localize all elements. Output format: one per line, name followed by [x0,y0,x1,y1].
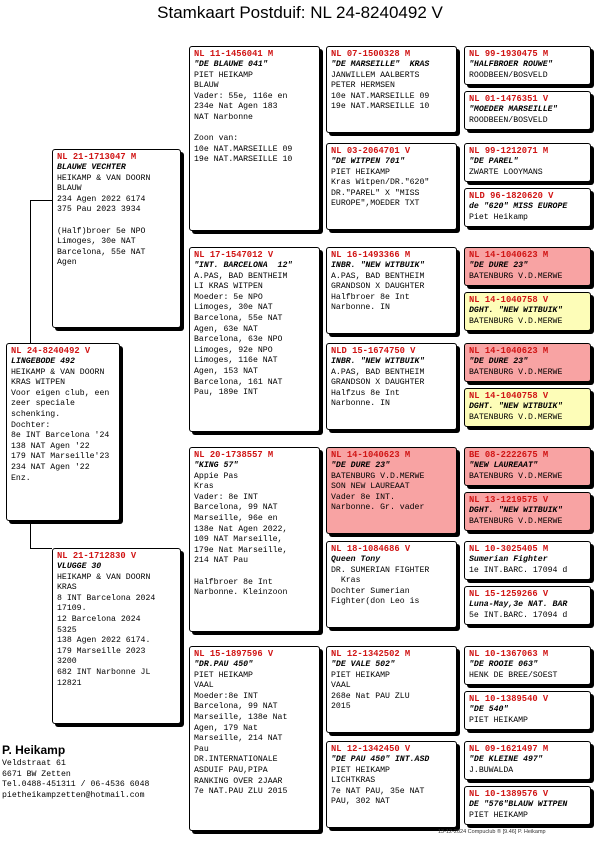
pigeon-info-line: Tel.0488-451311 / 06-4536 6048 [2,780,150,790]
pigeon-info-line: Barcelona, 55e NAT [194,313,283,323]
pigeon-info-line [194,567,315,578]
footer-stamp: 13-12-2024 Compuclub ® [9.46] P. Heikamp [438,829,546,835]
pigeon-info-line: KRAS [57,583,77,593]
pigeon-info-line: Limoges, 30e NAT [57,237,136,247]
ring-number: NL 10-1367063 M [469,649,549,659]
grandparent-card[interactable] [189,447,320,632]
pigeon-info-line: Narbonne. Gr. vader [331,503,425,513]
pigeon-name: Queen Tony [331,555,381,564]
pigeon-info-line: Vader: 55e, 116e en [194,91,288,101]
ring-number: NL 10-1389576 V [469,789,549,799]
grandparent-card[interactable] [189,46,320,231]
pigeon-info-line: LI KRAS WITPEN [194,282,263,292]
pigeon-info-line: 12821 [57,678,82,688]
ring-number: BE 08-2222675 M [469,450,549,460]
pigeon-name: LINGEBODE 492 [11,357,75,366]
pigeon-info-line: LICHTKRAS [331,776,376,786]
pigeon-info-line: Narbonne. Kleinzoon [194,588,288,598]
ancestor-card[interactable] [464,343,591,382]
pigeon-info-line: Halfzus 8e Int [331,388,400,398]
ring-number: NL 14-1040758 V [469,295,549,305]
ring-number: NL 12-1342450 V [331,744,411,754]
mother-card[interactable] [52,548,181,724]
ring-number: NL 03-2064701 V [331,146,411,156]
ring-number: NL 14-1040623 M [331,450,411,460]
pigeon-info-line: 8e INT Barcelona '24 [11,431,110,441]
pigeon-info-line: Vader: 8e INT [194,492,258,502]
ring-number: NL 14-1040758 V [469,391,549,401]
page-title: Stamkaart Postduif: NL 24-8240492 V [157,3,443,22]
pigeon-info-line: PIET HEIKAMP [331,765,390,775]
pigeon-info-line: Agen, 153 NAT [194,366,258,376]
pigeon-info-line: Limoges, 116e NAT [194,356,278,366]
pigeon-details [57,562,176,689]
pigeon-info-line: 109 NAT Marseille, [194,535,283,545]
pigeon-info-line: Moeder: 5e NPO [194,292,263,302]
ancestor-card[interactable] [464,586,591,625]
ancestor-card[interactable] [464,541,591,580]
pigeon-info-line: zeer speciale [11,399,75,409]
pigeon-info-line: BATENBURG V.D.MERWE [331,471,425,481]
pigeon-info-line: 179 NAT Marseille'23 [11,452,110,462]
pigeon-info-line: Piet Heikamp [469,212,528,222]
pigeon-info-line: HEIKAMP & VAN DOORN [57,572,151,582]
grandparent-card[interactable] [189,646,320,831]
pigeon-info-line: 12 Barcelona 2024 [57,614,141,624]
ring-number: NL 14-1040623 M [469,346,549,356]
great-grandparent-card[interactable] [326,247,457,334]
pigeon-info-line: 1e INT.BARC. 17094 d [469,565,568,575]
ring-number: NL 21-1712830 V [57,551,137,561]
great-grandparent-card[interactable] [326,741,457,828]
great-grandparent-card[interactable] [326,143,457,230]
pigeon-info-line: BATENBURG V.D.MERWE [469,316,563,326]
ring-number: NL 20-1738557 M [194,450,274,460]
owner-address [2,759,149,801]
pigeon-info-line: Barcelona, 55e NAT [57,247,146,257]
pigeon-info-line: Limoges, 30e NAT [194,303,273,313]
pigeon-info-line: RANKING OVER 2JAAR [194,776,283,786]
pigeon-info-line: 3200 [57,657,77,667]
pigeon-name: "DE DURE 23" [469,357,528,366]
pigeon-info-line: ZWARTE LOOYMANS [469,167,543,177]
pigeon-info-line: 5325 [57,625,77,635]
pigeon-name: "DE ROOIE 063" [469,660,538,669]
pigeon-info-line: BATENBURG V.D.MERWE [469,471,563,481]
pigeon-info-line: BATENBURG V.D.MERWE [469,412,563,422]
pigeon-info-line: Kras [331,576,361,586]
pigeon-name: "DE MARSEILLE" KRAS [331,60,430,69]
pigeon-info-line: 234 NAT Agen '22 [11,462,90,472]
pigeon-info-line: NAT Narbonne [194,112,253,122]
pigeon-info-line: Barcelona, 99 NAT [194,702,278,712]
pigeon-info-line: Pau, 189e INT [194,388,258,398]
pigeon-info-line: Voor eigen club, een [11,388,110,398]
pigeon-info-line: KRAS WITPEN [11,378,66,388]
pigeon-info-line: 234 Agen 2022 6174 [57,194,146,204]
pigeon-info-line: DR.INTERNATIONALE [194,755,278,765]
pigeon-info-line: PIET HEIKAMP [331,670,390,680]
pigeon-info-line: Veldstraat 61 [2,759,66,768]
ring-number: NL 18-1084686 V [331,544,411,554]
pigeon-info-line: JANWILLEM AALBERTS [331,70,420,80]
pigeon-info-line: PETER HERMSEN [331,81,395,91]
pigeon-name: INBR. "NEW WITBUIK" [331,261,425,270]
pigeon-info-line [194,124,315,135]
ring-number: NLD 96-1820620 V [469,191,554,201]
pigeon-name: "MOEDER MARSEILLE" [469,105,558,114]
pigeon-info-line: 682 INT Narbonne JL [57,667,151,677]
pigeon-info-line: 10e NAT.MARSEILLE 09 [331,91,430,101]
ring-number: NL 99-1930475 M [469,49,549,59]
pigeon-info-line: A.PAS, BAD BENTHEIM [194,271,288,281]
pigeon-name: INBR. "NEW WITBUIK" [331,357,425,366]
pigeon-name: "INT. BARCELONA 12" [194,261,293,270]
pigeon-info-line: Halfbroer 8e Int [331,292,410,302]
great-grandparent-card[interactable] [326,447,457,534]
ancestor-card[interactable] [464,388,591,427]
great-grandparent-card[interactable] [326,343,457,430]
pigeon-info-line: Dochter Sumerian [331,586,410,596]
pigeon-info-line: Kras Witpen/DR."620" [331,178,430,188]
pigeon-info-line: PIET HEIKAMP [194,70,253,80]
owner-info [2,742,149,801]
pigeon-name: VLUGGE 30 [57,562,102,571]
pigeon-info-line: GRANDSON X DAUGHTER [331,282,425,292]
pigeon-info-line: Vader 8e INT. [331,492,395,502]
connector-line [30,200,31,343]
pigeon-info-line: 10e NAT.MARSEILLE 09 [194,144,293,154]
pigeon-info-line: ROODBEEN/BOSVELD [469,115,548,125]
pigeon-info-line: GRANDSON X DAUGHTER [331,378,425,388]
ring-number: NL 16-1493366 M [331,250,411,260]
pigeon-info-line: PIET HEIKAMP [331,167,390,177]
pigeon-name: DE "576"BLAUW WITPEN [469,800,568,809]
ancestor-card[interactable] [464,691,591,730]
ancestor-card[interactable] [464,741,591,780]
pigeon-info-line: HENK DE BREE/SOEST [469,670,558,680]
ring-number: NL 07-1500328 M [331,49,411,59]
owner-name: P. Heikamp [2,743,66,757]
pigeon-info-line: Halfbroer 8e Int [194,577,273,587]
connector-line [30,200,52,201]
pigeon-info-line: BLAUW [57,184,82,194]
pigeon-info-line: 234e Nat Agen 183 [194,102,278,112]
great-grandparent-card[interactable] [326,646,457,733]
pigeon-name: DGHT. "NEW WITBUIK" [469,306,563,315]
pigeon-info-line: 7e NAT.PAU ZLU 2015 [194,787,288,797]
pigeon-name: "DE KLEINE 497" [469,755,543,764]
ring-number: NL 15-1897596 V [194,649,274,659]
pigeon-info-line: HEIKAMP & VAN DOORN [11,367,105,377]
pigeon-info-line: BATENBURG V.D.MERWE [469,271,563,281]
ring-number: NL 21-1713047 M [57,152,137,162]
connector-line [30,548,52,549]
pigeon-info-line: Fighter(don Leo is [331,597,420,607]
pigeon-info-line: Marseille, 138e Nat [194,712,288,722]
pigeon-info-line: PAU, 302 NAT [331,797,390,807]
pigeon-info-line: A.PAS, BAD BENTHEIM [331,367,425,377]
ancestor-card[interactable] [464,143,591,182]
pigeon-info-line: HEIKAMP & VAN DOORN [57,173,151,183]
subject-pigeon-card[interactable] [6,343,120,521]
pigeon-info-line: VAAL [331,681,351,691]
pigeon-info-line: BATENBURG V.D.MERWE [469,516,563,526]
pigeon-name: "DE WITPEN 701" [331,157,405,166]
pigeon-info-line: A.PAS, BAD BENTHEIM [331,271,425,281]
pigeon-name: "DE BLAUWE 041" [194,60,268,69]
pigeon-info-line: EUROPE",MOEDER TXT [331,199,420,209]
ring-number: NL 17-1547012 V [194,250,274,260]
pigeon-info-line: 6671 BW Zetten [2,769,71,779]
pigeon-info-line: 138 Agen 2022 6174. [57,636,151,646]
ancestor-card[interactable] [464,247,591,286]
pigeon-name: "KING 57" [194,461,239,470]
pigeon-info-line: Narbonne. IN [331,399,390,409]
pigeon-info-line: Marseille, 96e en [194,513,278,523]
ring-number: NLD 15-1674750 V [331,346,416,356]
connector-line [30,521,31,548]
pigeon-info-line: Barcelona, 99 NAT [194,503,278,513]
pigeon-name: "HALFBROER ROUWE" [469,60,553,69]
ancestor-card[interactable] [464,46,591,85]
pigeon-name: DGHT. "NEW WITBUIK" [469,402,563,411]
pigeon-info-line: Barcelona, 161 NAT [194,377,283,387]
pigeon-name: "DE DURE 23" [331,461,390,470]
pigeon-name: "DE PAU 450" INT.ASD [331,755,430,764]
pigeon-info-line: 214 NAT Pau [194,556,249,566]
pigeon-info-line: 138 NAT Agen '22 [11,441,90,451]
pigeon-info-line: PIET HEIKAMP [194,670,253,680]
ring-number: NL 10-1389540 V [469,694,549,704]
pigeon-info-line: Marseille, 214 NAT [194,734,283,744]
pigeon-info-line: Appie Pas [194,471,239,481]
pigeon-details [11,357,115,484]
pigeon-info-line: BATENBURG V.D.MERWE [469,367,563,377]
pigeon-info-line: ASDUIF PAU,PIPA [194,765,268,775]
pigeon-info-line: 179 Marseille 2023 [57,646,146,656]
pigeon-info-line: 19e NAT.MARSEILLE 10 [194,155,293,165]
great-grandparent-card[interactable] [326,46,457,133]
ancestor-card[interactable] [464,646,591,685]
ancestor-card[interactable] [464,91,591,130]
pigeon-info-line: 138e Nat Agen 2022, [194,524,288,534]
ring-number: NL 13-1219575 V [469,495,549,505]
pigeon-info-line: Limoges, 92e NPO [194,345,273,355]
pigeon-info-line: PIET HEIKAMP [469,810,528,820]
pigeon-info-line: 179e Nat Marseille, [194,545,288,555]
pigeon-name: BLAUWE VECHTER [57,163,126,172]
pigeon-info-line: 19e NAT.MARSEILLE 10 [331,102,430,112]
ancestor-card[interactable] [464,292,591,331]
pigeon-name: "DE 540" [469,705,509,714]
pigeon-info-line: Zoon van: [194,134,239,144]
pigeon-name: "DE DURE 23" [469,261,528,270]
pigeon-name: Sumerian Fighter [469,555,548,564]
pigeon-name: "DR.PAU 450" [194,660,253,669]
ring-number: NL 09-1621497 M [469,744,549,754]
ancestor-card[interactable] [464,492,591,531]
pigeon-info-line: SON NEW LAUREAAT [331,482,410,492]
pigeon-info-line: Dochter: [11,420,51,430]
ring-number: NL 99-1212071 M [469,146,549,156]
ring-number: NL 24-8240492 V [11,346,91,356]
pigeon-info-line: J.BUWALDA [469,765,514,775]
pigeon-info-line: ROODBEEN/BOSVELD [469,70,548,80]
ring-number: NL 15-1259266 V [469,589,549,599]
father-card[interactable] [52,149,181,328]
pigeon-info-line: Moeder:8e INT [194,691,258,701]
pigeon-info-line: BLAUW [194,81,219,91]
pigeon-info-line: PIET HEIKAMP [469,715,528,725]
pigeon-info-line: pietheikampzetten@hotmail.com [2,790,145,800]
pigeon-name: de "620" MISS EUROPE [469,202,568,211]
ancestor-card[interactable] [464,188,591,227]
ring-number: NL 01-1476351 V [469,94,549,104]
pigeon-name: DGHT. "NEW WITBUIK" [469,506,563,515]
ring-number: NL 11-1456041 M [194,49,274,59]
pigeon-details [57,163,176,269]
pigeon-info-line: Agen, 63e NAT [194,324,258,334]
pigeon-info-line [57,216,176,227]
ancestor-card[interactable] [464,447,591,486]
pigeon-info-line: Narbonne. IN [331,303,390,313]
pigeon-info-line: Agen [57,258,77,268]
pigeon-info-line: schenking. [11,409,61,419]
pigeon-info-line: Pau [194,744,209,754]
pigeon-name: "NEW LAUREAAT" [469,461,538,470]
pigeon-info-line: Agen, 179 Nat [194,723,258,733]
ancestor-card[interactable] [464,786,591,825]
pigeon-info-line: DR."PAREL" X "MISS [331,188,420,198]
ring-number: NL 10-3025405 M [469,544,549,554]
pigeon-info-line: DR. SUMERIAN FIGHTER [331,565,430,575]
ring-number: NL 12-1342502 M [331,649,411,659]
pigeon-info-line: Barcelona, 63e NPO [194,335,283,345]
ring-number: NL 14-1040623 M [469,250,549,260]
pigeon-info-line: 5e INT.BARC. 17094 d [469,610,568,620]
pigeon-info-line: Enz. [11,473,31,483]
pigeon-info-line: VAAL [194,681,214,691]
pigeon-info-line: 8 INT Barcelona 2024 [57,593,156,603]
pigeon-info-line: 7e NAT PAU, 35e NAT [331,786,425,796]
great-grandparent-card[interactable] [326,541,457,628]
pigeon-info-line: 2015 [331,702,351,712]
pigeon-name: "DE VALE 502" [331,660,395,669]
grandparent-card[interactable] [189,247,320,432]
pigeon-info-line: 375 Pau 2023 3934 [57,205,141,215]
pigeon-name: Luna-May,3e NAT. BAR [469,600,568,609]
pigeon-info-line: 17109. [57,604,87,614]
pigeon-info-line: 268e Nat PAU ZLU [331,691,410,701]
pigeon-name: "DE PAREL" [469,157,519,166]
pigeon-info-line: (Half)broer 5e NPO [57,226,146,236]
pigeon-info-line: Kras [194,482,214,492]
